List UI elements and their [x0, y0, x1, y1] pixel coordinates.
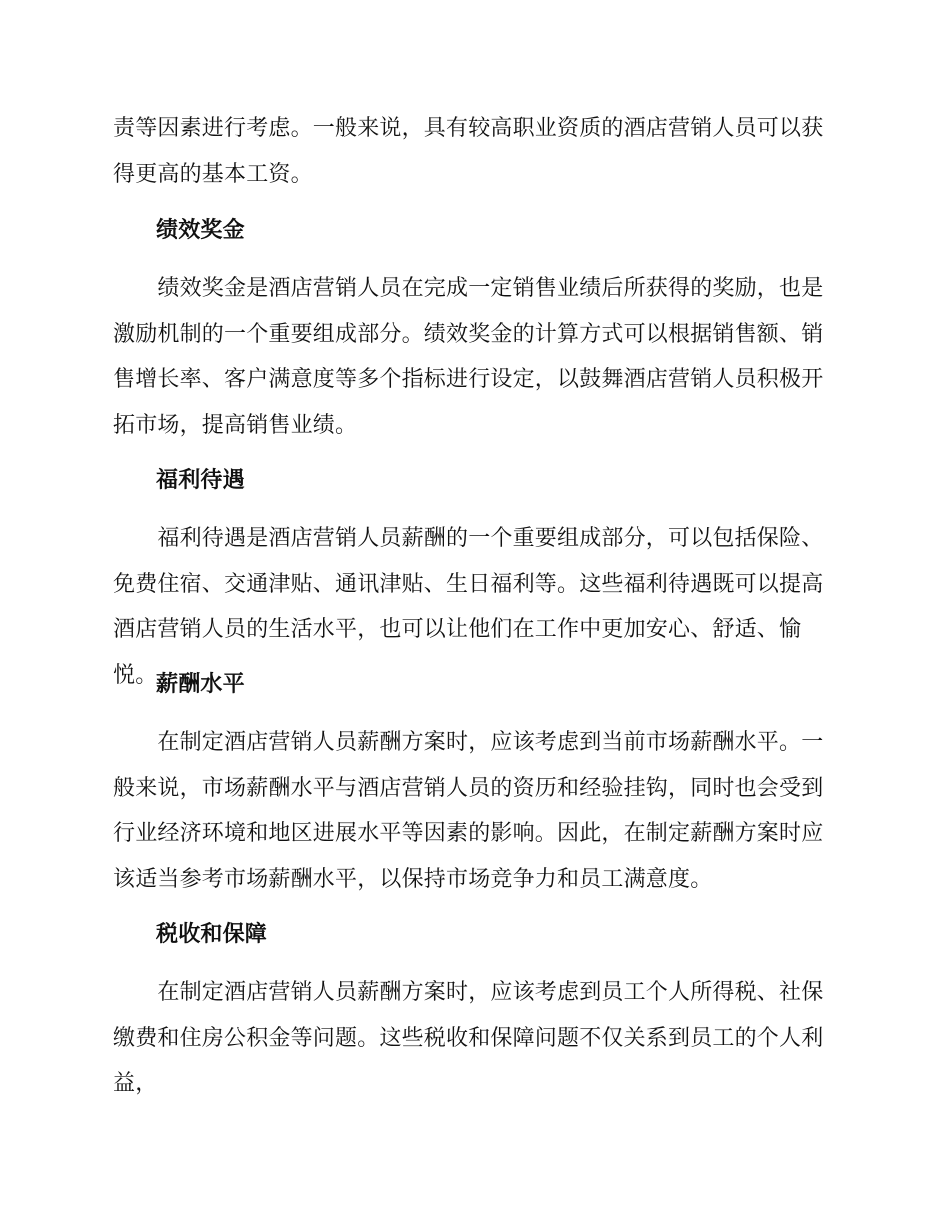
intro-paragraph: 责等因素进行考虑。一般来说，具有较高职业资质的酒店营销人员可以获得更高的基本工资。: [113, 116, 824, 187]
section-heading-tax-and-security: 税收和保障: [156, 922, 268, 947]
section-body-salary-level: 在制定酒店营销人员薪酬方案时，应该考虑到当前市场薪酬水平。一般来说，市场薪酬水平与酒店营销人员的资历和经验挂钩，同时也会受到行业经济环境和地区进展水平等因素的影响。因此，在制定薪酬方案时应该适当参考市场薪酬水平，以保持市场竞争力和员工满意度。: [113, 730, 824, 892]
section-body-benefits: 福利待遇是酒店营销人员薪酬的一个重要组成部分，可以包括保险、免费住宿、交通津贴、通讯津贴、生日福利等。这些福利待遇既可以提高酒店营销人员的生活水平，也可以让他们在工作中更加安心、舒适、愉悦。: [113, 526, 824, 688]
section-heading-benefits: 福利待遇: [156, 468, 245, 493]
section-body-performance-bonus: 绩效奖金是酒店营销人员在完成一定销售业绩后所获得的奖励，也是激励机制的一个重要组成部分。绩效奖金的计算方式可以根据销售额、销售增长率、客户满意度等多个指标进行设定，以鼓舞酒店营销人员积极开拓市场，提高销售业绩。: [113, 276, 824, 438]
section-body-tax-and-security: 在制定酒店营销人员薪酬方案时，应该考虑到员工个人所得税、社保缴费和住房公积金等问题。这些税收和保障问题不仅关系到员工的个人利益，: [113, 980, 824, 1096]
section-heading-salary-level: 薪酬水平: [156, 672, 245, 697]
section-heading-performance-bonus: 绩效奖金: [156, 218, 245, 243]
